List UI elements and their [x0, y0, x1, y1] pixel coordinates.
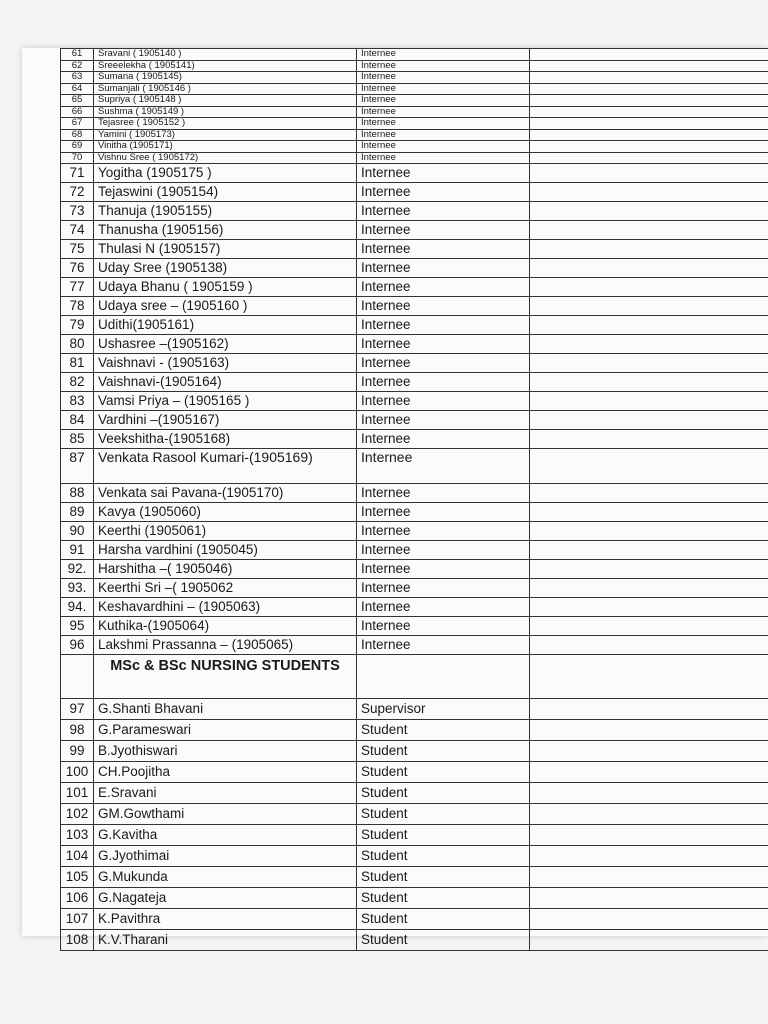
blank-cell [530, 335, 768, 354]
member-role: Internee [357, 297, 530, 316]
blank-cell [530, 522, 768, 541]
table-row [61, 430, 768, 449]
serial-number: 80 [61, 335, 94, 354]
member-name: E.Sravani [94, 783, 357, 804]
member-role: Internee [357, 335, 530, 354]
serial-number: 69 [61, 141, 94, 153]
section-heading-row [61, 655, 768, 699]
table-row [61, 297, 768, 316]
table-row [61, 804, 768, 825]
blank-cell [530, 72, 768, 84]
member-role: Internee [357, 240, 530, 259]
table-row [61, 560, 768, 579]
member-name: B.Jyothiswari [94, 741, 357, 762]
member-name: Tejaswini (1905154) [94, 183, 357, 202]
blank-cell [530, 598, 768, 617]
member-role: Internee [357, 183, 530, 202]
serial-number: 104 [61, 846, 94, 867]
member-role: Internee [357, 95, 530, 107]
blank-cell [530, 636, 768, 655]
blank-cell [530, 297, 768, 316]
serial-number: 77 [61, 278, 94, 297]
table-row [61, 118, 768, 130]
member-role: Internee [357, 60, 530, 72]
blank-cell [530, 617, 768, 636]
blank-cell [61, 655, 94, 699]
serial-number: 84 [61, 411, 94, 430]
serial-number: 90 [61, 522, 94, 541]
serial-number: 75 [61, 240, 94, 259]
member-name: Kuthika-(1905064) [94, 617, 357, 636]
serial-number: 74 [61, 221, 94, 240]
section-heading: MSc & BSc NURSING STUDENTS [94, 655, 357, 699]
member-name: Supriya ( 1905148 ) [94, 95, 357, 107]
member-role: Student [357, 909, 530, 930]
member-name: Keshavardhini – (1905063) [94, 598, 357, 617]
member-name: Yogitha (1905175 ) [94, 164, 357, 183]
member-name: Harshitha –( 1905046) [94, 560, 357, 579]
blank-cell [530, 699, 768, 720]
member-role: Internee [357, 392, 530, 411]
member-role: Internee [357, 598, 530, 617]
internee-rows-compact [61, 49, 768, 449]
serial-number: 96 [61, 636, 94, 655]
member-name: K.V.Tharani [94, 930, 357, 951]
member-role: Internee [357, 503, 530, 522]
serial-number: 63 [61, 72, 94, 84]
member-name: Sushma ( 1905149 ) [94, 106, 357, 118]
member-name: Vamsi Priya – (1905165 ) [94, 392, 357, 411]
blank-cell [530, 49, 768, 61]
member-name: Sumana ( 1905145) [94, 72, 357, 84]
member-role: Student [357, 888, 530, 909]
serial-number: 106 [61, 888, 94, 909]
member-name: Udithi(1905161) [94, 316, 357, 335]
blank-cell [530, 118, 768, 130]
member-name: Harsha vardhini (1905045) [94, 541, 357, 560]
internee-rows [61, 484, 768, 655]
serial-number: 100 [61, 762, 94, 783]
table-row [61, 783, 768, 804]
table-row [61, 129, 768, 141]
member-name: Venkata Rasool Kumari-(1905169) [94, 449, 357, 484]
table-row [61, 636, 768, 655]
table-row [61, 699, 768, 720]
member-role: Internee [357, 259, 530, 278]
table-row [61, 95, 768, 107]
member-role: Internee [357, 484, 530, 503]
blank-cell [530, 392, 768, 411]
table-row [61, 392, 768, 411]
member-name: Keerthi (1905061) [94, 522, 357, 541]
member-name: G.Parameswari [94, 720, 357, 741]
table-row [61, 762, 768, 783]
serial-number: 98 [61, 720, 94, 741]
serial-number: 85 [61, 430, 94, 449]
blank-cell [530, 741, 768, 762]
serial-number: 64 [61, 83, 94, 95]
member-role: Internee [357, 430, 530, 449]
member-role: Internee [357, 106, 530, 118]
serial-number: 97 [61, 699, 94, 720]
member-name: Vardhini –(1905167) [94, 411, 357, 430]
member-role: Student [357, 741, 530, 762]
serial-number: 65 [61, 95, 94, 107]
blank-cell [530, 240, 768, 259]
table-row [61, 522, 768, 541]
table-row [61, 720, 768, 741]
member-role: Internee [357, 141, 530, 153]
table-row [61, 335, 768, 354]
table-row [61, 83, 768, 95]
blank-cell [530, 141, 768, 153]
table-row [61, 825, 768, 846]
member-name: Udaya sree – (1905160 ) [94, 297, 357, 316]
member-role: Internee [357, 522, 530, 541]
blank-cell [530, 888, 768, 909]
blank-cell [530, 60, 768, 72]
serial-number: 101 [61, 783, 94, 804]
blank-cell [530, 316, 768, 335]
blank-cell [530, 354, 768, 373]
blank-cell [530, 278, 768, 297]
table-row [61, 449, 768, 484]
member-name: Yamini ( 1905173) [94, 129, 357, 141]
serial-number: 66 [61, 106, 94, 118]
blank-cell [530, 579, 768, 598]
member-name: G.Shanti Bhavani [94, 699, 357, 720]
serial-number: 99 [61, 741, 94, 762]
member-name: Keerthi Sri –( 1905062 [94, 579, 357, 598]
member-role: Internee [357, 83, 530, 95]
member-role: Internee [357, 316, 530, 335]
member-name: Vaishnavi - (1905163) [94, 354, 357, 373]
blank-cell [530, 484, 768, 503]
serial-number: 88 [61, 484, 94, 503]
serial-number: 94. [61, 598, 94, 617]
blank-cell [530, 164, 768, 183]
blank-cell [530, 106, 768, 118]
member-role: Student [357, 867, 530, 888]
member-name: K.Pavithra [94, 909, 357, 930]
serial-number: 87 [61, 449, 94, 484]
table-row [61, 741, 768, 762]
member-role: Student [357, 825, 530, 846]
member-role: Internee [357, 72, 530, 84]
member-name: Tejasree ( 1905152 ) [94, 118, 357, 130]
serial-number: 67 [61, 118, 94, 130]
member-name: Kavya (1905060) [94, 503, 357, 522]
blank-cell [530, 183, 768, 202]
blank-cell [530, 541, 768, 560]
serial-number: 72 [61, 183, 94, 202]
table-row [61, 221, 768, 240]
table-row [61, 888, 768, 909]
blank-cell [530, 720, 768, 741]
blank-cell [530, 930, 768, 951]
member-name: Ushasree –(1905162) [94, 335, 357, 354]
table-row [61, 617, 768, 636]
blank-cell [530, 202, 768, 221]
serial-number: 102 [61, 804, 94, 825]
table-row [61, 49, 768, 61]
member-name: G.Kavitha [94, 825, 357, 846]
serial-number: 95 [61, 617, 94, 636]
blank-cell [530, 825, 768, 846]
member-name: Lakshmi Prassanna – (1905065) [94, 636, 357, 655]
serial-number: 91 [61, 541, 94, 560]
serial-number: 62 [61, 60, 94, 72]
member-role: Internee [357, 617, 530, 636]
member-name: Sreeelekha ( 1905141) [94, 60, 357, 72]
internee-row-87-group [61, 449, 768, 484]
table-row [61, 259, 768, 278]
serial-number: 68 [61, 129, 94, 141]
table-row [61, 930, 768, 951]
member-role: Internee [357, 411, 530, 430]
serial-number: 83 [61, 392, 94, 411]
serial-number: 73 [61, 202, 94, 221]
blank-cell [530, 503, 768, 522]
table-row [61, 278, 768, 297]
blank-cell [530, 846, 768, 867]
blank-cell [530, 449, 768, 484]
student-rows [61, 699, 768, 951]
member-role: Internee [357, 579, 530, 598]
serial-number: 81 [61, 354, 94, 373]
blank-cell [530, 411, 768, 430]
blank-cell [530, 221, 768, 240]
member-role: Internee [357, 541, 530, 560]
serial-number: 79 [61, 316, 94, 335]
table-row [61, 503, 768, 522]
member-name: Vaishnavi-(1905164) [94, 373, 357, 392]
table-row [61, 202, 768, 221]
member-role: Internee [357, 118, 530, 130]
serial-number: 107 [61, 909, 94, 930]
member-role: Student [357, 762, 530, 783]
member-role: Student [357, 804, 530, 825]
serial-number: 61 [61, 49, 94, 61]
table-row [61, 183, 768, 202]
table-row [61, 846, 768, 867]
table-row [61, 373, 768, 392]
blank-cell [530, 83, 768, 95]
member-role: Internee [357, 278, 530, 297]
blank-cell [530, 259, 768, 278]
page-content [60, 48, 768, 951]
serial-number: 105 [61, 867, 94, 888]
table-row [61, 354, 768, 373]
blank-cell [530, 560, 768, 579]
member-name: Sumanjali ( 1905146 ) [94, 83, 357, 95]
member-role: Internee [357, 164, 530, 183]
serial-number: 103 [61, 825, 94, 846]
blank-cell [530, 129, 768, 141]
table-row [61, 909, 768, 930]
serial-number: 78 [61, 297, 94, 316]
serial-number: 82 [61, 373, 94, 392]
member-role: Internee [357, 636, 530, 655]
document-page [22, 48, 768, 947]
member-role: Supervisor [357, 699, 530, 720]
member-name: Thanuja (1905155) [94, 202, 357, 221]
table-row [61, 106, 768, 118]
serial-number: 93. [61, 579, 94, 598]
table-row [61, 152, 768, 164]
member-role: Student [357, 930, 530, 951]
member-role: Student [357, 846, 530, 867]
table-row [61, 60, 768, 72]
member-role: Internee [357, 560, 530, 579]
serial-number: 92. [61, 560, 94, 579]
member-name: Vishnu Sree ( 1905172) [94, 152, 357, 164]
blank-cell [530, 655, 768, 699]
member-name: G.Jyothimai [94, 846, 357, 867]
serial-number: 70 [61, 152, 94, 164]
table-row [61, 411, 768, 430]
member-role: Internee [357, 202, 530, 221]
member-role: Internee [357, 49, 530, 61]
member-role: Internee [357, 354, 530, 373]
member-name: Veekshitha-(1905168) [94, 430, 357, 449]
table-row [61, 72, 768, 84]
member-name: Uday Sree (1905138) [94, 259, 357, 278]
serial-number: 76 [61, 259, 94, 278]
member-name: Udaya Bhanu ( 1905159 ) [94, 278, 357, 297]
table-row [61, 141, 768, 153]
blank-cell [530, 909, 768, 930]
member-role: Internee [357, 449, 530, 484]
table-row [61, 867, 768, 888]
serial-number: 71 [61, 164, 94, 183]
serial-number: 89 [61, 503, 94, 522]
blank-cell [530, 152, 768, 164]
member-role: Internee [357, 129, 530, 141]
blank-cell [530, 762, 768, 783]
attendance-table [60, 48, 768, 951]
section-heading-group [61, 655, 768, 699]
member-name: Thanusha (1905156) [94, 221, 357, 240]
blank-cell [530, 867, 768, 888]
blank-cell [530, 373, 768, 392]
table-row [61, 240, 768, 259]
blank-cell [530, 783, 768, 804]
member-role: Student [357, 720, 530, 741]
table-row [61, 541, 768, 560]
member-name: Vinitha (1905171) [94, 141, 357, 153]
blank-cell [530, 95, 768, 107]
member-name: Thulasi N (1905157) [94, 240, 357, 259]
member-role: Internee [357, 221, 530, 240]
member-name: Sravani ( 1905140 ) [94, 49, 357, 61]
serial-number: 108 [61, 930, 94, 951]
blank-cell [530, 804, 768, 825]
blank-cell [530, 430, 768, 449]
member-name: CH.Poojitha [94, 762, 357, 783]
blank-cell [357, 655, 530, 699]
member-name: G.Nagateja [94, 888, 357, 909]
table-row [61, 579, 768, 598]
table-row [61, 484, 768, 503]
table-row [61, 164, 768, 183]
member-name: Venkata sai Pavana-(1905170) [94, 484, 357, 503]
member-role: Internee [357, 373, 530, 392]
table-row [61, 598, 768, 617]
member-role: Student [357, 783, 530, 804]
member-role: Internee [357, 152, 530, 164]
table-row [61, 316, 768, 335]
member-name: GM.Gowthami [94, 804, 357, 825]
member-name: G.Mukunda [94, 867, 357, 888]
